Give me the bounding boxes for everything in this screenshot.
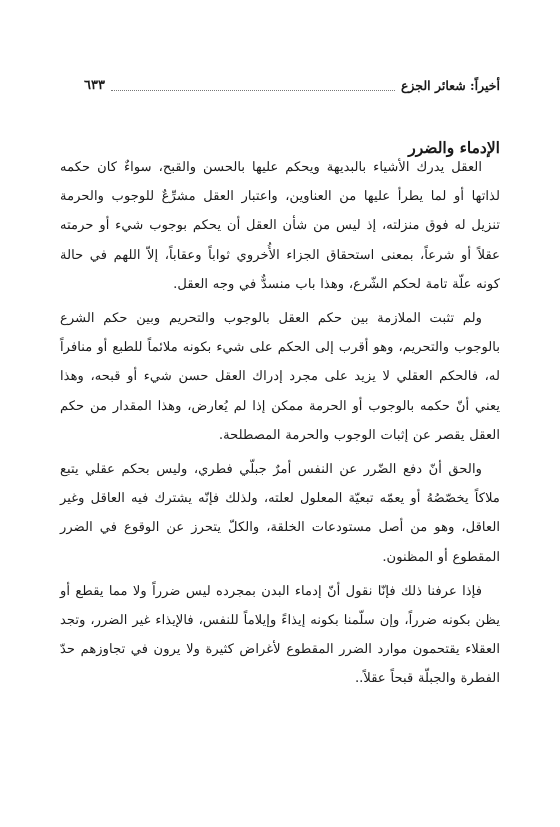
paragraph: العقل يدرك الأشياء بالبديهة ويحكم عليها بالحسن والقبح، سواءٌ كان حكمه لذاتها أو لما يطرأ عليها من العناوين، واعتبار العقل مشرِّعٌ للوجوب والحرمة تنزيل له فوق منزلته، إذ ليس من شأن العقل أن يحكم بوجوب شيء أو حرمته عقلاً أو شرعاً، بمعنى استحقاق الجزاء الأُخروي ثواباً وعقاباً، إلاّ اللهم في حالة كونه علّة تامة لحكم الشّرع، وهذا باب منسدٌّ في وجه العقل. — [60, 160, 500, 292]
paragraph: فإذا عرفنا ذلك فإنّا نقول أنّ إدماء البدن بمجرده ليس ضرراً ولا مما يقطع أو يظن بكونه ضرراً، وإن سلّمنا بكونه إيذاءً وإيلاماً للنفس، فالإيذاء غير الضرر، وتجد العقلاء يقتحمون موارد الضرر المقطوع لأغراض كثيرة ولا يرون في تجاوزهم حدّ الفطرة والجبلّة قبحاً عقلاً.. — [60, 583, 500, 687]
body-text — [60, 153, 500, 699]
section-title: الإدماء والضرر — [408, 137, 500, 157]
running-header — [84, 74, 500, 96]
page-number: ٦٣٣ — [84, 77, 105, 93]
paragraph: ولم تثبت الملازمة بين حكم العقل بالوجوب والتحريم وبين حكم الشرع بالوجوب والتحريم، وهو أقرب إلى الحكم على شيء بكونه ملائماً للطبع أو منافراً له، فالحكم العقلي لا يزيد على مجرد إدراك العقل حسن شيء أو قبحه، وهذا يعني أنّ حكمه بالوجوب أو الحرمة ممكن إذا لم يُعارض، وهذا المقدار من حكم العقل يقصر عن إثبات الوجوب والحرمة المصطلحة. — [60, 311, 500, 443]
running-title: أخيراً: شعائر الجزع — [400, 77, 500, 93]
dotted-leader — [111, 80, 395, 91]
paragraph: والحق أنّ دفع الضّرر عن النفس أمرٌ جبلّي فطري، وليس بحكم عقلي يتبع ملاكاً يخصّصُهُ أو يعمّه تبعيّة المعلول لعلته، ولذلك فإنّه يشترك فيه العاقل وغير العاقل، وهو من أصل مستودعات الخلقة، والكلّ يتحرز عن الوقوع في الضرر المقطوع أو المظنون. — [60, 462, 500, 565]
